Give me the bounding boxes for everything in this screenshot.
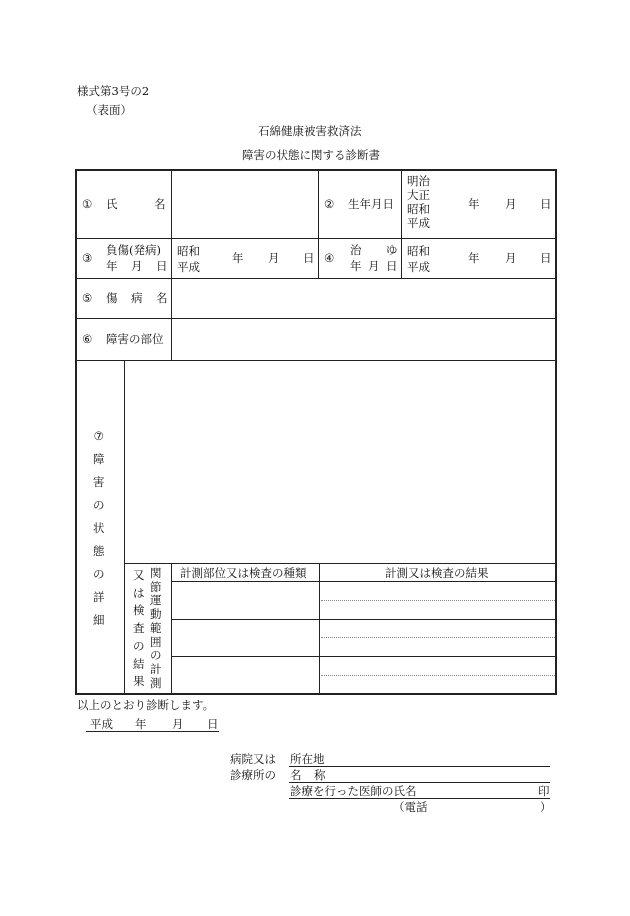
birth-era-options[interactable]	[407, 174, 430, 230]
hospital-label-2: 診療所の	[230, 768, 276, 782]
address-field[interactable]	[289, 766, 550, 767]
address-label: 所在地	[290, 752, 325, 766]
injury-day-label: 日	[303, 251, 315, 265]
measurement-site-field-2[interactable]	[172, 620, 319, 656]
item-number-4: ④	[324, 251, 335, 265]
exam-result-label	[133, 567, 145, 691]
cure-ymd-d: 日	[386, 259, 398, 273]
diagnosis-date-underline	[86, 731, 219, 732]
label-char: ⑦	[93, 429, 104, 443]
document-title: 障害の状態に関する診断書	[242, 148, 380, 162]
item-number-1: ①	[82, 197, 93, 211]
birthdate-label: 生年月日	[348, 197, 394, 211]
doctor-name-field[interactable]	[289, 798, 550, 799]
facility-name-label-b: 称	[314, 768, 326, 782]
measurement-result-field-3[interactable]	[320, 657, 555, 693]
label-char: 測	[150, 675, 162, 690]
era-showa[interactable]: 昭和	[177, 244, 200, 258]
birth-day-label: 日	[540, 197, 552, 211]
label-char: 運	[150, 593, 162, 608]
measurement-result-field-1[interactable]	[320, 582, 555, 619]
label-char: 態	[93, 544, 105, 558]
birth-month-label: 月	[505, 197, 517, 211]
label-char: 囲	[150, 634, 162, 649]
name-label-b: 名	[154, 197, 166, 211]
disability-site-label: 障害の部位	[106, 332, 164, 346]
label-char: 検	[133, 603, 145, 618]
measurement-site-field-1[interactable]	[172, 582, 319, 619]
label-char: の	[93, 498, 105, 512]
injury-ymd-d: 日	[156, 259, 168, 273]
phone-field[interactable]	[435, 800, 535, 814]
label-char: の	[133, 638, 145, 653]
diagnosis-month-label: 月	[172, 717, 184, 731]
measurement-result-header: 計測又は検査の結果	[385, 566, 489, 580]
diagnosis-era: 平成	[90, 717, 113, 731]
cure-ymd-m: 月	[368, 259, 380, 273]
doctor-name-label: 診療を行った医師の氏名	[290, 784, 417, 798]
facility-name-field[interactable]	[289, 782, 550, 783]
era-taisho[interactable]: 大正	[407, 188, 430, 202]
diagnosis-day-label: 日	[207, 717, 219, 731]
disability-details-field[interactable]	[125, 361, 555, 563]
era-showa[interactable]: 昭和	[407, 202, 430, 216]
facility-name-label-a: 名	[290, 768, 302, 782]
injury-ymd-m: 月	[131, 259, 143, 273]
label-char: 害	[93, 475, 105, 489]
label-char: の	[150, 648, 162, 663]
cure-month-label: 月	[505, 251, 517, 265]
item-number-5: ⑤	[82, 291, 93, 305]
injury-era-options[interactable]	[177, 243, 200, 275]
label-char: 査	[133, 621, 145, 636]
label-char: は	[133, 585, 145, 600]
item-number-3: ③	[82, 251, 93, 265]
diagnosis-statement: 以上のとおり診断します。	[77, 698, 215, 712]
diagnosis-field[interactable]	[172, 279, 555, 318]
injury-year-label: 年	[232, 251, 244, 265]
label-char: 節	[150, 579, 162, 594]
diagnosis-label-2: 病	[131, 291, 143, 305]
era-heisei[interactable]: 平成	[407, 260, 430, 274]
measurement-site-header: 計測部位又は検査の種類	[180, 566, 307, 580]
label-char: の	[93, 567, 105, 581]
era-showa[interactable]: 昭和	[407, 244, 430, 258]
label-char: 細	[93, 613, 105, 627]
item-number-2: ②	[324, 197, 335, 211]
era-heisei[interactable]: 平成	[177, 260, 200, 274]
rom-measurement-label	[150, 567, 162, 690]
injury-ymd-y: 年	[106, 259, 118, 273]
disability-site-field[interactable]	[172, 319, 555, 360]
label-char: 動	[150, 607, 162, 622]
injury-onset-label: 負傷(発病)	[106, 243, 161, 257]
disability-details-label	[93, 425, 105, 632]
name-field[interactable]	[172, 171, 318, 238]
cure-era-options[interactable]	[407, 243, 430, 275]
label-char: 又	[133, 568, 145, 582]
phone-label: （電話	[393, 800, 428, 814]
form-number: 様式第3号の2	[77, 84, 150, 98]
label-char: 詳	[93, 590, 105, 604]
injury-month-label: 月	[268, 251, 280, 265]
label-char: 範	[150, 620, 162, 635]
cure-year-label: 年	[468, 251, 480, 265]
phone-close-paren: ）	[540, 800, 552, 814]
label-char: 果	[133, 674, 145, 689]
measurement-site-field-3[interactable]	[172, 657, 319, 693]
name-label-a: 氏	[106, 197, 118, 211]
law-name: 石綿健康被害救済法	[258, 124, 362, 138]
measurement-result-field-2[interactable]	[320, 620, 555, 656]
hospital-label-1: 病院又は	[230, 752, 276, 766]
cure-ymd-y: 年	[350, 259, 362, 273]
label-char: 計	[150, 661, 162, 676]
diagnosis-label-1: 傷	[106, 291, 118, 305]
label-char: 障	[93, 452, 105, 466]
cure-day-label: 日	[540, 251, 552, 265]
era-meiji[interactable]: 明治	[407, 174, 430, 188]
diagnosis-year-label: 年	[135, 717, 147, 731]
seal-mark: 印	[538, 784, 550, 798]
cure-label-b: ゆ	[386, 243, 398, 257]
era-heisei[interactable]: 平成	[407, 216, 430, 230]
label-char: 結	[133, 656, 145, 671]
diagnosis-label-3: 名	[156, 291, 168, 305]
label-char: 関	[150, 566, 162, 580]
cure-label-a: 治	[350, 243, 362, 257]
birth-year-label: 年	[468, 197, 480, 211]
item-number-6: ⑥	[82, 332, 93, 346]
label-char: 状	[93, 521, 105, 535]
form-side: （表面）	[86, 103, 132, 117]
